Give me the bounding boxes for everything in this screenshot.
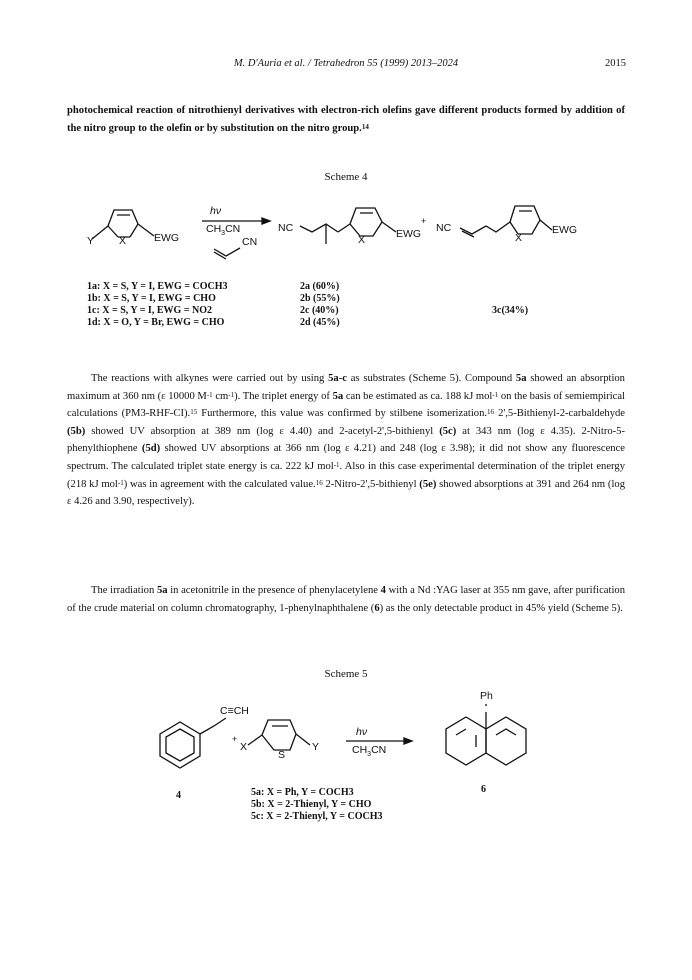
paragraph-irradiation: The irradiation 5a in acetonitrile in the presence of phenylacetylene 4 with a Nd :YAG laser at 355 nm gave, after purification of the crude material on column chromatography, 1-phenylnaphthalene (6) as the only detectable product in 45% yield (Scheme 5). — [67, 585, 625, 614]
scheme4-product3-ewg: EWG — [552, 224, 578, 236]
scheme5-plus: + — [232, 734, 238, 744]
scheme4-product2-ewg: EWG — [396, 228, 422, 240]
compound-6-label: 6 — [481, 784, 486, 795]
product-2d: 2d (45%) — [300, 317, 340, 328]
substrate-1b: 1b: X = S, Y = I, EWG = CHO — [87, 293, 216, 304]
journal-citation: M. D'Auria et al. / Tetrahedron 55 (1999) 2013–2024 — [233, 58, 459, 69]
scheme5-s-label: S — [278, 749, 286, 761]
scheme5-x-label: X — [240, 741, 248, 753]
product-2a: 2a (60%) — [300, 281, 340, 292]
scheme4-product2-x: X — [358, 234, 366, 246]
scheme4-product3-nc: NC — [436, 222, 452, 234]
scheme5-alkyne-label: C≡CH — [220, 705, 249, 717]
scheme4-title: Scheme 4 — [324, 171, 368, 183]
scheme4-substrate-list — [87, 281, 228, 329]
compound-4-label: 4 — [176, 790, 181, 801]
scheme4-hv: hν — [210, 205, 222, 217]
scheme4-nc-label: NC — [278, 222, 294, 234]
scheme4-product3-x: X — [515, 232, 523, 244]
scheme4-x-label: X — [119, 235, 127, 247]
intro-paragraph — [67, 102, 625, 137]
substrate-5b: 5b: X = 2-Thienyl, Y = CHO — [251, 799, 372, 810]
scheme5-substrate-list — [251, 787, 382, 823]
product-2b: 2b (55%) — [300, 293, 340, 304]
scheme5-solvent: $CH_3CN$ — [352, 744, 387, 759]
scheme5-y-label: Y — [312, 741, 320, 753]
scheme4-product-list — [300, 281, 340, 329]
substrate-5a: 5a: X = Ph, Y = COCH3 — [251, 787, 354, 798]
scheme4-solvent: $CH_3CN$ — [206, 223, 241, 238]
page-number: 2015 — [605, 58, 626, 69]
intro-text: photochemical reaction of nitrothienyl derivatives with electron-rich olefins gave different products formed by addition of the nitro group to the olefin or by substitution on the nitro group. — [67, 105, 625, 134]
scheme4-reagent-cn: CN — [242, 236, 258, 248]
scheme4-plus: + — [421, 216, 427, 226]
ref-14: 14 — [361, 122, 369, 131]
product-2c: 2c (40%) — [300, 305, 339, 316]
scheme4-ewg-label: EWG — [154, 232, 180, 244]
substrate-1c: 1c: X = S, Y = I, EWG = NO2 — [87, 305, 212, 316]
paragraph-alkynes: The reactions with alkynes were carried out by using 5a-c as substrates (Scheme 5). Compound 5a showed an absorption maximum at 360 nm (ε 10000 $M^{-1}$ $cm^{-1}$). The triplet energy of 5a can be estimated as ca. 188 kJ mol$^{-1}$ on the basis of semiempirical calculations (PM3-RHF-CI).$^{15}$ Furthermore, this value was confirmed by stilbene isomerization.$^{16}$ 2',5-Bithienyl-2-carbaldehyde (5b) showed UV absorption at 389 nm (log ε 4.40) and 2-acetyl-2',5-bithienyl (5c) at 343 nm (log ε 4.35). 2-Nitro-5-phenylthiophene (5d) showed UV absorptions at 366 nm (log ε 4.21) and 248 (log ε 3.98); it did not show any fluorescence spectrum. The calculated triplet state energy is ca. 222 kJ mol$^{-1}$. Also in this case experimental determination of the triplet energy (218 kJ mol$^{-1}$) was in agreement with the calculated value.$^{16}$ 2-Nitro-2',5-bithienyl (5e) showed absorptions at 391 and 264 nm (log ε 4.26 and 3.90, respectively). — [67, 373, 625, 508]
scheme5-ph-label: Ph — [480, 690, 493, 702]
scheme5-hv: hν — [356, 726, 368, 738]
substrate-1d: 1d: X = O, Y = Br, EWG = CHO — [87, 317, 225, 328]
substrate-5c: 5c: X = 2-Thienyl, Y = COCH3 — [251, 811, 383, 822]
scheme5-title: Scheme 5 — [324, 668, 368, 680]
scheme4-y-label: Y — [87, 235, 95, 247]
product-3c: 3c(34%) — [492, 305, 529, 316]
substrate-1a: 1a: X = S, Y = I, EWG = COCH3 — [87, 281, 228, 292]
